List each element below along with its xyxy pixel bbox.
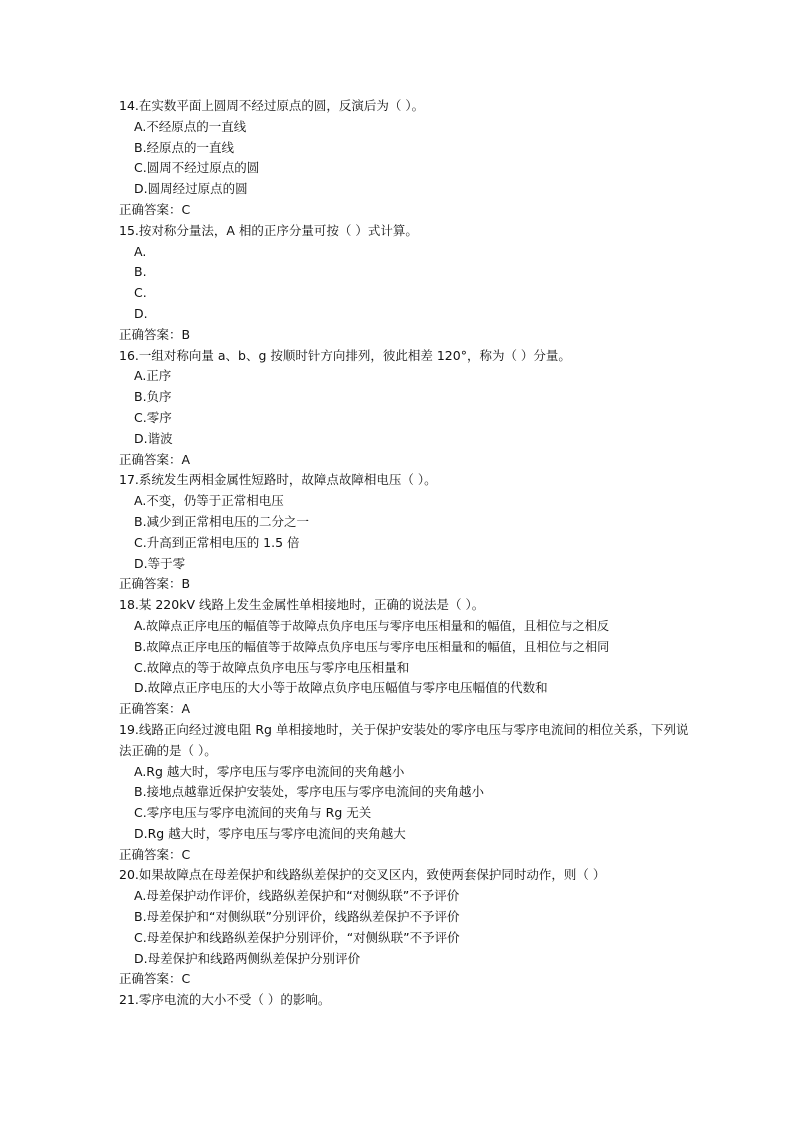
option-a: A.Rg 越大时，零序电压与零序电流间的夹角越小: [134, 763, 405, 779]
option-a: A.不变，仍等于正常相电压: [134, 493, 284, 509]
answer-line: 正确答案：C: [119, 201, 191, 217]
option-b: B.接地点越靠近保护安装处，零序电压与零序电流间的夹角越小: [134, 784, 485, 800]
question-stem: 15.按对称分量法，A 相的正序分量可按（ ）式计算。: [119, 222, 418, 238]
option-d: D.母差保护和线路两侧纵差保护分别评价: [134, 950, 361, 966]
option-c: C.母差保护和线路纵差保护分别评价，“对侧纵联”不予评价: [134, 929, 460, 945]
answer-line: 正确答案：B: [119, 576, 191, 592]
option-c: C.: [134, 285, 147, 301]
option-a: A.故障点正序电压的幅值等于故障点负序电压与零序电压相量和的幅值，且相位与之相反: [134, 618, 610, 633]
question-stem: 21.零序电流的大小不受（ ）的影响。: [119, 992, 331, 1008]
option-a: A.母差保护动作评价，线路纵差保护和“对侧纵联”不予评价: [134, 888, 460, 904]
answer-line: 正确答案：C: [119, 846, 191, 862]
option-d: D.谐波: [134, 430, 173, 446]
answer-line: 正确答案：A: [119, 701, 191, 717]
option-b: B.: [134, 264, 147, 280]
option-a: A.不经原点的一直线: [134, 118, 247, 134]
question-stem: 19.线路正向经过渡电阻 Rg 单相接地时，关于保护安装处的零序电压与零序电流间的相位关系，下列说法正确的是（ ）。: [119, 721, 689, 758]
question-stem: 18.某 220kV 线路上发生金属性单相接地时，正确的说法是（ ）。: [119, 597, 485, 613]
question-stem: 14.在实数平面上圆周不经过原点的圆，反演后为（ ）。: [119, 98, 425, 113]
option-d: D.等于零: [134, 555, 186, 571]
option-d: D.Rg 越大时，零序电压与零序电流间的夹角越大: [134, 825, 406, 841]
question-list: [119, 96, 689, 1011]
answer-line: 正确答案：B: [119, 326, 191, 342]
option-b: B.负序: [134, 389, 172, 405]
option-c: C.升高到正常相电压的 1.5 倍: [134, 534, 300, 550]
option-d: D.故障点正序电压的大小等于故障点负序电压幅值与零序电压幅值的代数和: [134, 680, 548, 696]
option-c: C.圆周不经过原点的圆: [134, 160, 260, 176]
option-a: A.: [134, 243, 147, 259]
option-b: B.母差保护和“对侧纵联”分别评价，线路纵差保护不予评价: [134, 909, 460, 925]
option-c: C.零序: [134, 409, 172, 425]
option-c: C.零序电压与零序电流间的夹角与 Rg 无关: [134, 805, 372, 821]
option-b: B.经原点的一直线: [134, 139, 235, 155]
option-d: D.圆周经过原点的圆: [134, 181, 248, 197]
question-stem: 17.系统发生两相金属性短路时，故障点故障相电压（ ）。: [119, 472, 437, 488]
question-stem: 20.如果故障点在母差保护和线路纵差保护的交叉区内，致使两套保护同时动作，则（ ）: [119, 867, 606, 883]
answer-line: 正确答案：A: [119, 451, 191, 467]
option-c: C.故障点的等于故障点负序电压与零序电压相量和: [134, 659, 410, 675]
option-b: B.减少到正常相电压的二分之一: [134, 513, 310, 529]
option-b: B.故障点正序电压的幅值等于故障点负序电压与零序电压相量和的幅值，且相位与之相同: [134, 639, 610, 654]
question-stem: 16.一组对称向量 a、b、g 按顺时针方向排列，彼此相差 120°，称为（ ）分量。: [119, 347, 571, 363]
answer-line: 正确答案：C: [119, 971, 191, 987]
option-a: A.正序: [134, 368, 172, 384]
option-d: D.: [134, 305, 148, 321]
